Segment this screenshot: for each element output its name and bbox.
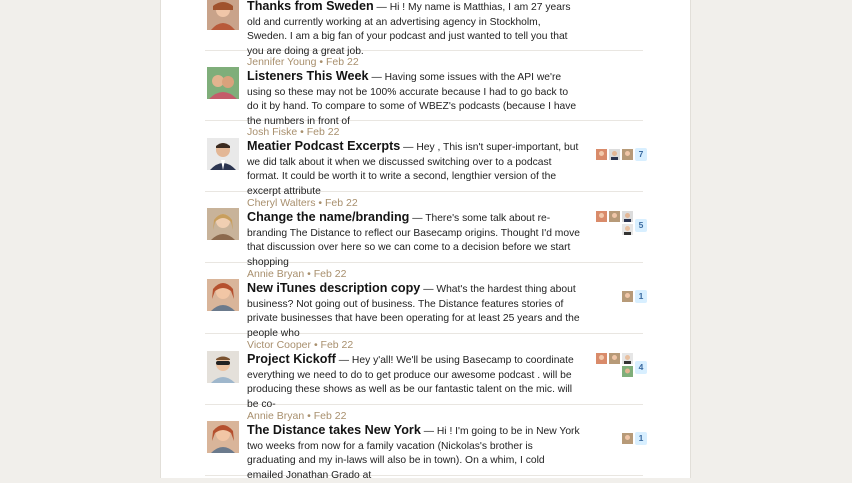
message-date: Feb 22 [326,56,359,68]
comment-count-badge[interactable]: 4 [635,361,647,374]
message-excerpt: — What's the hardest thing about business? Not going out of business. The Distance features stories of private businesses that have been operating for at least 25 years and the people who [247,284,580,339]
participant-avatar [609,351,620,362]
message-date: Feb 22 [325,197,358,209]
message-title[interactable]: Change the name/branding [247,210,410,224]
participant-avatar [609,209,620,220]
message-excerpt: — There's some talk about re-branding The Distance to reflect our Basecamp origins. Thought I'd move that discussion over here so we can come to a decision before we start shopping [247,213,580,268]
participant-avatar [622,364,633,375]
message-meta [247,339,353,351]
author-name[interactable]: Josh Fiske [247,126,298,138]
comment-count-badge[interactable]: 5 [635,219,647,232]
participant-avatar [596,209,607,220]
message-excerpt: — Hey , This isn't super-important, but we did talk about it when we discussed switching over to a podcast format. It could be worth it to write a second, lengthier version of the excerpt attribute [247,142,579,197]
participant-avatar [622,222,633,233]
participants [585,209,633,233]
message-excerpt: — Hey y'all! We'll be using Basecamp to coordinate everything we need to do to get produce our awesome podcast . will be producing these shows as well as be our fantastic talent on the mic. will be co- [247,355,574,410]
participant-avatar [622,209,633,220]
separator: • [307,410,311,422]
comment-count-badge[interactable]: 7 [635,148,647,161]
message-body[interactable] [247,69,582,127]
message-body[interactable] [247,423,582,481]
participant-avatar [596,351,607,362]
message-title[interactable]: The Distance takes New York [247,423,421,437]
message-row[interactable] [205,191,644,268]
participant-avatar [622,147,633,158]
message-meta [247,268,346,280]
author-avatar [207,138,239,170]
message-date: Feb 22 [313,268,347,280]
message-row[interactable] [205,262,644,339]
message-row[interactable] [205,404,644,481]
message-meta [247,126,339,138]
message-excerpt: — Having some issues with the API we're using so these may not be 100% accurate because I had to go back to do it by hand. To compare to some of WBEZ's podcasts (because I have the numbers in front of [247,72,577,127]
author-avatar [207,208,239,240]
author-avatar [207,0,239,30]
message-row[interactable] [205,120,644,197]
message-meta [247,410,346,422]
participant-avatar [622,289,633,300]
message-excerpt: — Hi ! My name is Matthias, I am 27 years old and currently working at an advertising agency in Stockholm, Sweden. I am a big fan of your podcast and just wanted to tell you that you are doing a great job. [247,2,571,57]
message-meta [247,56,359,68]
message-row[interactable] [205,333,644,410]
separator: • [318,197,323,209]
message-body[interactable] [247,0,582,57]
participant-avatar [596,147,607,158]
participants [585,289,633,300]
comment-count-badge[interactable]: 1 [635,290,647,303]
participants [585,431,633,442]
message-title[interactable]: Listeners This Week [247,69,369,83]
separator: • [319,56,324,68]
participant-avatar [609,147,620,158]
author-name[interactable]: Jennifer Young [247,56,317,68]
participant-avatar [622,351,633,362]
author-avatar [207,279,239,311]
message-body[interactable] [247,281,582,339]
message-title[interactable]: New iTunes description copy [247,281,421,295]
comment-count-badge[interactable]: 1 [635,432,647,445]
author-name[interactable]: Annie Bryan [247,268,305,280]
message-title[interactable]: Meatier Podcast Excerpts [247,139,401,153]
message-row[interactable] [205,0,643,57]
message-body[interactable] [247,139,582,197]
participants [585,147,633,158]
author-name[interactable]: Victor Cooper [247,339,312,351]
author-avatar [207,67,239,99]
author-avatar [207,421,239,453]
message-title[interactable]: Thanks from Sweden [247,0,374,13]
message-row[interactable] [205,50,643,127]
message-date: Feb 22 [306,126,340,138]
author-avatar [207,351,239,383]
author-name[interactable]: Annie Bryan [247,410,305,422]
message-excerpt: — Hi ! I'm going to be in New York two weeks from now for a family vacation (Nickolas's brother is graduating and my in-laws will also be in town). On a whim, I cold emailed Jonathan Grado at [247,426,580,481]
separator: • [307,268,311,280]
separator: • [313,339,318,351]
separator: • [300,126,304,138]
message-meta [247,197,358,209]
participant-avatar [622,431,633,442]
participants [585,351,633,375]
message-board [160,0,691,481]
message-title[interactable]: Project Kickoff [247,352,336,366]
author-name[interactable]: Cheryl Walters [247,197,316,209]
message-date: Feb 22 [320,339,354,351]
message-date: Feb 22 [313,410,347,422]
message-body[interactable] [247,210,582,268]
message-body[interactable] [247,352,582,410]
